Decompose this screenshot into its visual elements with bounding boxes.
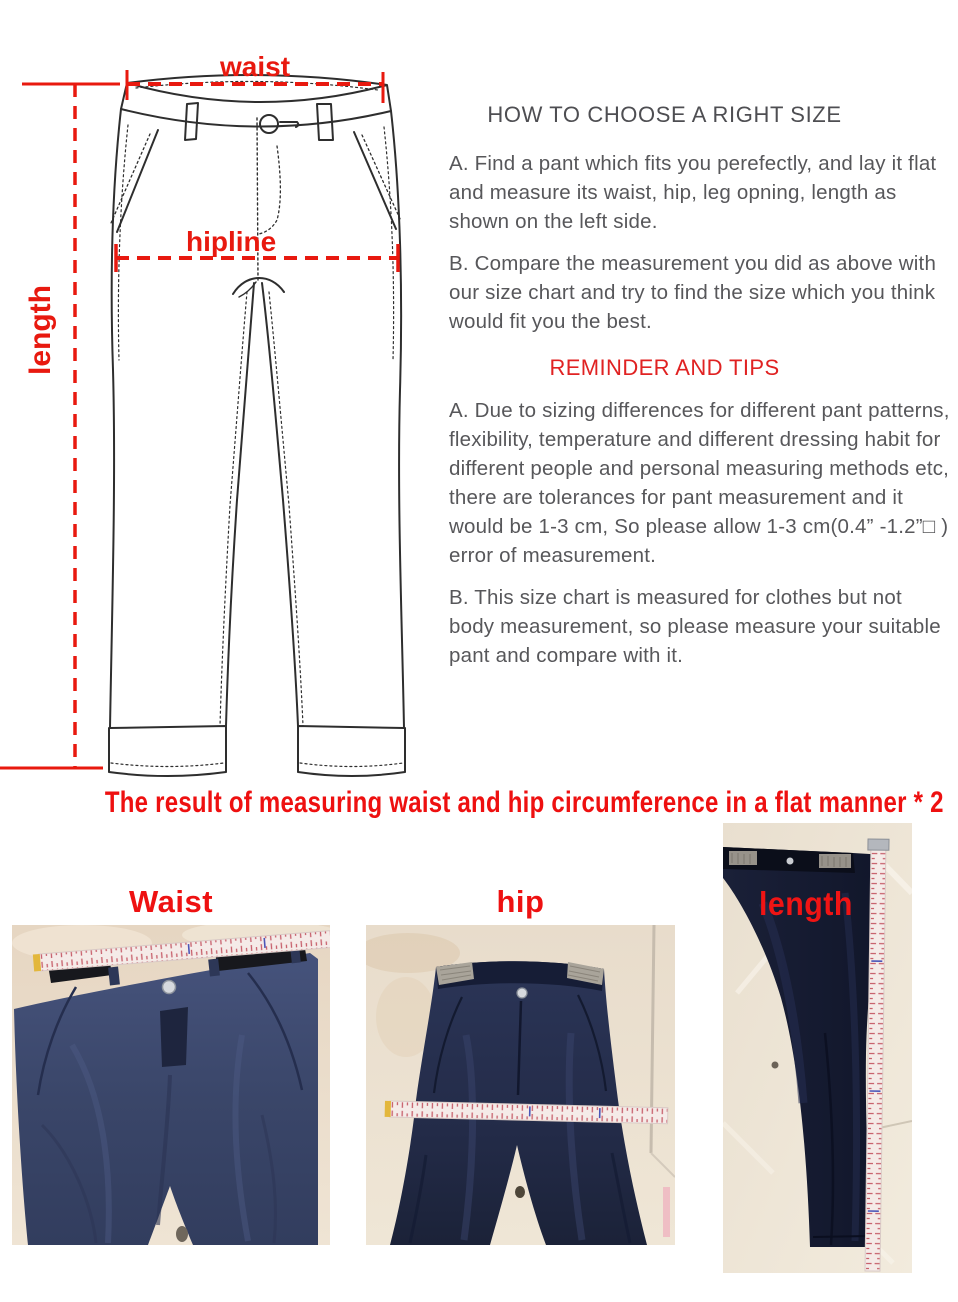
length-photo: [723, 823, 912, 1273]
hip-photo-label: hip: [496, 884, 545, 919]
diagram-length-label: length: [24, 285, 57, 375]
pants-measurement-diagram: [0, 30, 440, 790]
step-b-text: B. Compare the measurement you did as above with our size chart and try to find the size which you think would fit you the best.: [449, 252, 937, 333]
step-a-text: A. Find a pant which fits you perefectly, and lay it flat and measure its waist, hip, leg opning, length as shown on the left side.: [449, 152, 937, 233]
reminder-title: REMINDER AND TIPS: [549, 355, 780, 380]
pants-line-drawing: [0, 30, 440, 790]
diagram-hipline-label: hipline: [186, 226, 277, 257]
waist-photo: [12, 925, 330, 1245]
how-to-title: HOW TO CHOOSE A RIGHT SIZE: [487, 102, 842, 127]
measurement-lines: [0, 70, 398, 768]
tip-a-text: A. Due to sizing differences for different pant patterns, flexibility, temperature and different dressing habit for different people and personal measuring methods etc, there are tolerances for pant measurement and it would be 1-3 cm, So please allow 1-3 cm(0.4” -1.2”□ ) error of measurement.: [449, 399, 950, 567]
hip-photo: [366, 925, 675, 1245]
instruction-column: [449, 100, 950, 683]
tip-b-text: B. This size chart is measured for clothes but not body measurement, so please measure your suitable pant and compare with it.: [449, 586, 941, 667]
waist-photo-image: [12, 925, 330, 1245]
length-photo-label: length: [759, 885, 853, 922]
hip-photo-image: [366, 925, 675, 1245]
pants-outline: [109, 75, 405, 776]
waist-photo-label: Waist: [128, 884, 214, 919]
measuring-result-banner: [0, 786, 958, 820]
banner-text: The result of measuring waist and hip circumference in a flat manner * 2: [104, 786, 944, 819]
diagram-waist-label: waist: [219, 51, 291, 82]
